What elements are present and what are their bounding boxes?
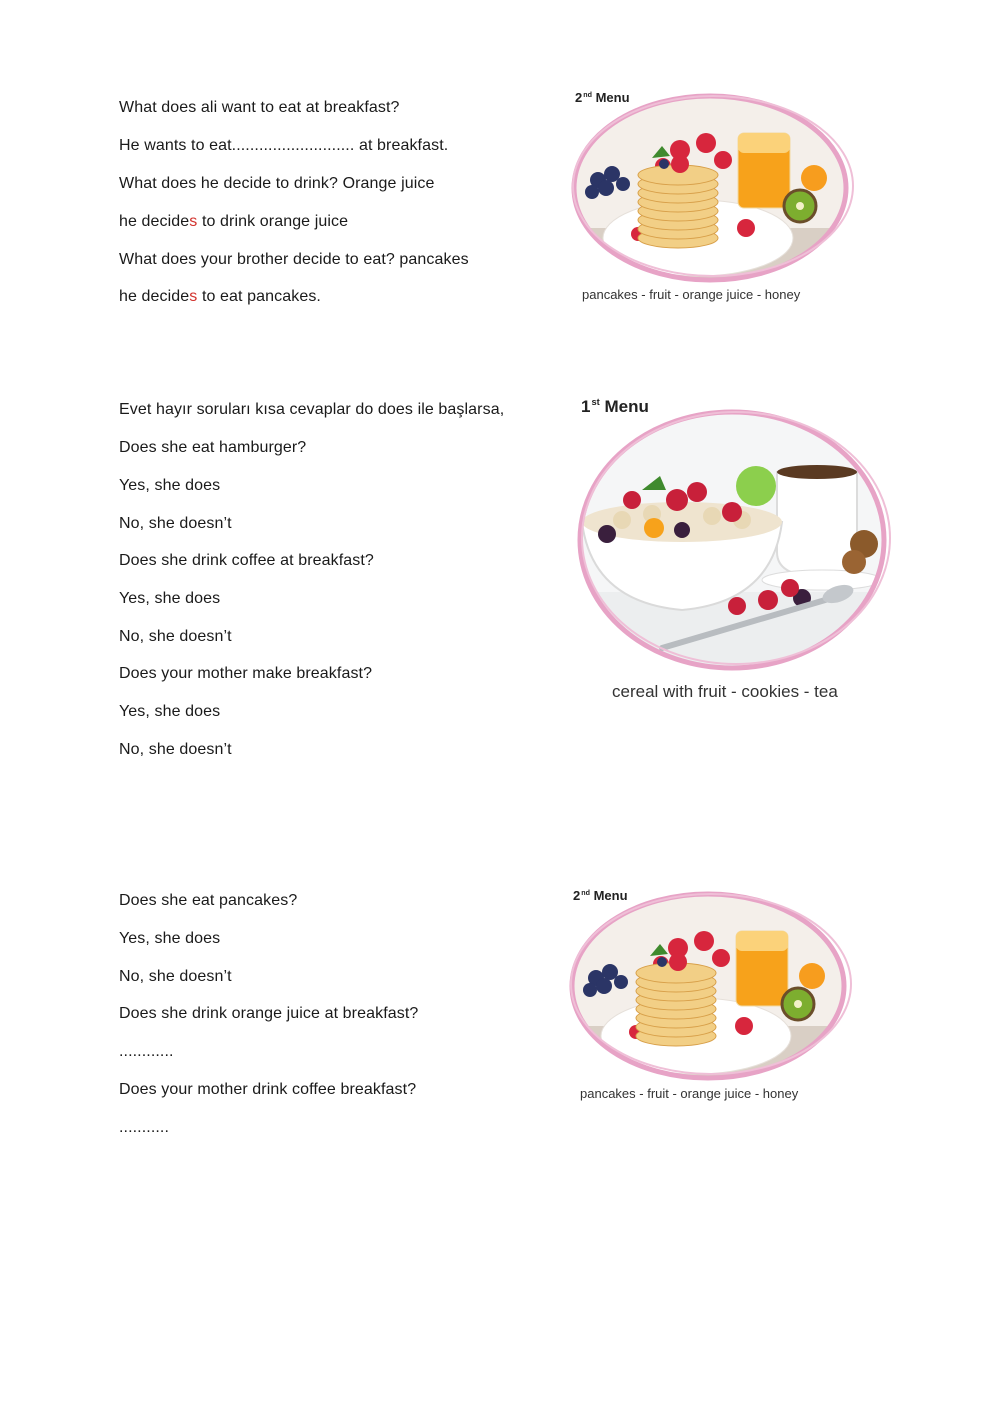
question-line: Does your mother drink coffee breakfast? [119,1081,417,1098]
answer-blank-line: ........... [119,1119,169,1136]
answer-line: Yes, she does [119,930,221,947]
question-line: Does she eat pancakes? [119,892,298,909]
question-line: Does she drink orange juice at breakfast? [119,1005,419,1022]
answer-line: No, she doesn’t [119,628,232,645]
pancakes-breakfast-image [566,886,858,1086]
answer-line: No, she doesn’t [119,968,232,985]
question-line: Does your mother make breakfast? [119,665,373,682]
question-line: What does ali want to eat at breakfast? [119,99,400,116]
question-line: Does she eat hamburger? [119,439,307,456]
menu-title: 2nd Menu [573,888,628,903]
answer-text: to drink orange juice [197,213,349,230]
question-line: What does he decide to drink? Orange juice [119,175,435,192]
menu-caption: pancakes - fruit - orange juice - honey [580,1086,799,1101]
pancakes-breakfast-image [568,88,860,288]
answer-line: Yes, she does [119,703,221,720]
answer-blank-line: ............ [119,1043,174,1060]
answer-line: Yes, she does [119,590,221,607]
answer-line: Yes, she does [119,477,221,494]
menu-title: 1st Menu [581,397,649,416]
answer-blank-line: He wants to eat........................... at breakfast. [119,137,449,154]
answer-line: No, she doesn’t [119,741,232,758]
answer-line [119,212,348,232]
rule-line: Evet hayır soruları kısa cevaplar do does ile başlarsa, [119,401,505,418]
highlight-s: s [189,213,198,230]
answer-text: to eat pancakes. [197,288,321,305]
answer-line: No, she doesn’t [119,515,232,532]
question-line: Does she drink coffee at breakfast? [119,552,374,569]
answer-text: he decide [119,288,190,305]
menu-title: 2nd Menu [575,90,630,105]
answer-line [119,287,321,307]
highlight-s: s [189,288,198,305]
menu-caption: cereal with fruit - cookies - tea [612,682,838,701]
cereal-breakfast-image [572,402,894,678]
answer-text: he decide [119,213,190,230]
menu-caption: pancakes - fruit - orange juice - honey [582,287,801,302]
question-line: What does your brother decide to eat? pancakes [119,251,469,268]
